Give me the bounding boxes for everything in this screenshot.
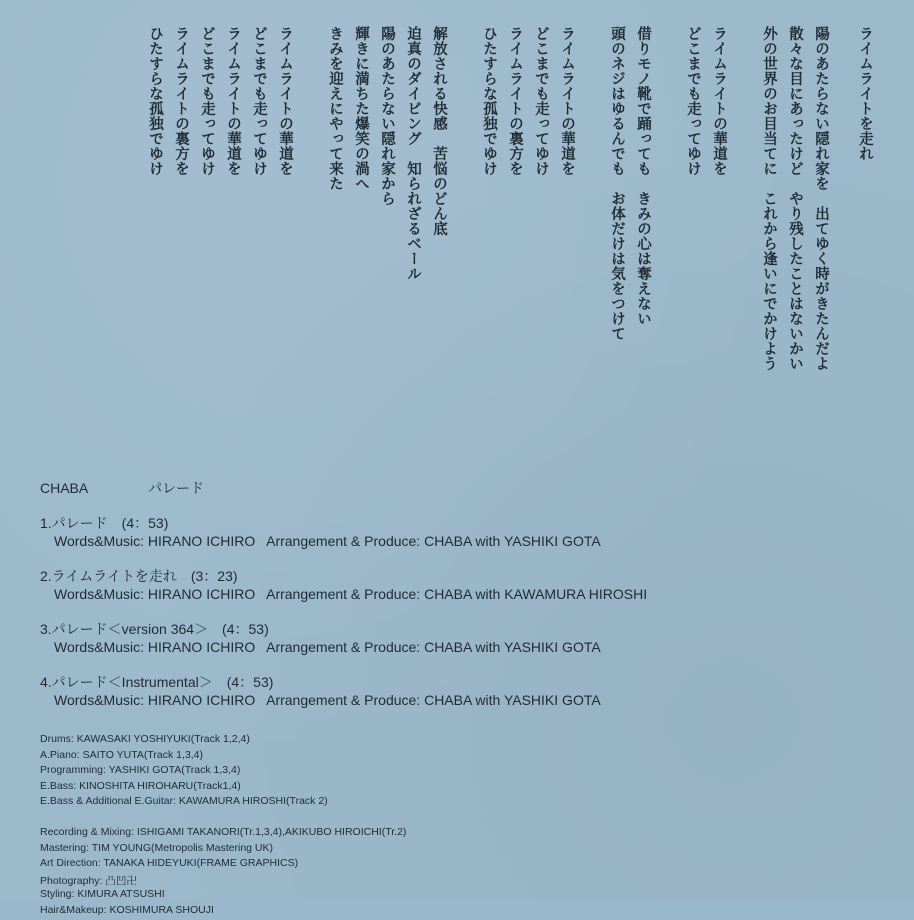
track-item xyxy=(40,513,647,553)
lyric-line: 外の世界のお目当てに これから逢いにでかけよう xyxy=(761,26,777,371)
staff-credits xyxy=(40,733,406,920)
track-title: 3.パレード＜version 364＞ (4：53) xyxy=(40,621,269,637)
track-credits xyxy=(40,478,647,712)
lyric-line: ライムライトの華道を xyxy=(559,26,575,176)
musician-credit: Programming: YASHIKI GOTA(Track 1,3,4) xyxy=(40,764,241,777)
staff-credit: Styling: KIMURA ATSUSHI xyxy=(40,888,165,901)
staff-credit: Mastering: TIM YOUNG(Metropolis Mastering UK) xyxy=(40,841,274,854)
track-item xyxy=(40,619,647,659)
track-credit: Words&Music: HIRANO ICHIRO Arrangement & Produce: CHABA with YASHIKI GOTA xyxy=(54,639,601,655)
track-item xyxy=(40,672,647,712)
lyric-line: 借りモノ靴で踊っても きみの心は奪えない xyxy=(635,26,651,326)
lyric-line: ライムライトの華道を xyxy=(711,26,727,176)
staff-credit: Art Direction: TANAKA HIDEYUKI(FRAME GRAPHICS) xyxy=(40,857,299,870)
artist-name: CHABA xyxy=(40,480,89,496)
lyric-line: 解放される快感 苦悩のどん底 xyxy=(431,26,447,236)
lyric-line: どこまでも走ってゆけ xyxy=(251,26,267,176)
lyric-line: きみを迎えにやって来た xyxy=(327,26,343,191)
stanza-gap xyxy=(732,26,756,496)
track-item xyxy=(40,566,647,606)
album-title: パレード xyxy=(148,480,204,496)
track-credit: Words&Music: HIRANO ICHIRO Arrangement & Produce: CHABA with KAWAMURA HIROSHI xyxy=(54,586,648,602)
lyrics-title: ライムライトを走れ xyxy=(857,26,873,161)
musician-credit: E.Bass: KINOSHITA HIROHARU(Track1,4) xyxy=(40,779,241,792)
lyric-line: ライムライトの華道を xyxy=(277,26,293,176)
staff-credit: Photography: 凸凹卍 xyxy=(40,874,137,887)
lyric-line: ライムライトの裏方を xyxy=(173,26,189,176)
lyric-line: 散々な目にあったけど やり残したことはないかい xyxy=(787,26,803,371)
lyric-line: どこまでも走ってゆけ xyxy=(685,26,701,176)
lyric-line: 迫真のダイビング 知られざるベール xyxy=(405,26,421,281)
lyric-line: 頭のネジはゆるんでも お体だけは気をつけて xyxy=(609,26,625,341)
album-header xyxy=(40,478,647,500)
lyric-line: ひたすらな孤独でゆけ xyxy=(147,26,163,176)
musician-credit: Drums: KAWASAKI YOSHIYUKI(Track 1,2,4) xyxy=(40,733,250,745)
track-credit: Words&Music: HIRANO ICHIRO Arrangement & Produce: CHABA with YASHIKI GOTA xyxy=(54,533,601,549)
stanza-gap xyxy=(298,26,322,496)
musician-credit: E.Bass & Additional E.Guitar: KAWAMURA HIROSHI(Track 2) xyxy=(40,795,328,808)
lyric-line: ライムライトの華道を xyxy=(225,26,241,176)
section-spacer xyxy=(40,811,406,826)
stanza-gap xyxy=(580,26,604,496)
stanza-gap xyxy=(452,26,476,496)
lyric-line: 陽のあたらない隠れ家から xyxy=(379,26,395,206)
track-credit: Words&Music: HIRANO ICHIRO Arrangement & Produce: CHABA with YASHIKI GOTA xyxy=(54,692,601,708)
lyric-line: 輝きに満ちた爆笑の渦へ xyxy=(353,26,369,191)
musician-credit: A.Piano: SAITO YUTA(Track 1,3,4) xyxy=(40,748,204,761)
lyric-line: どこまでも走ってゆけ xyxy=(199,26,215,176)
lyric-line: どこまでも走ってゆけ xyxy=(533,26,549,176)
track-title: 4.パレード＜Instrumental＞ (4：53) xyxy=(40,674,274,690)
staff-credit: Recording & Mixing: ISHIGAMI TAKANORI(Tr.1,3,4),AKIKUBO HIROICHI(Tr.2) xyxy=(40,825,407,838)
lyric-line: 陽のあたらない隠れ家を 出てゆく時がきたんだよ xyxy=(813,26,829,371)
track-title: 1.パレード (4：53) xyxy=(40,515,169,531)
lyrics-lines xyxy=(142,26,834,496)
track-title: 2.ライムライトを走れ (3：23) xyxy=(40,568,238,584)
lyrics-block xyxy=(142,26,878,496)
staff-credit: Hair&Makeup: KOSHIMURA SHOUJI xyxy=(40,903,214,916)
lyric-line: ひたすらな孤独でゆけ xyxy=(481,26,497,176)
lyric-line: ライムライトの裏方を xyxy=(507,26,523,176)
stanza-gap xyxy=(656,26,680,496)
